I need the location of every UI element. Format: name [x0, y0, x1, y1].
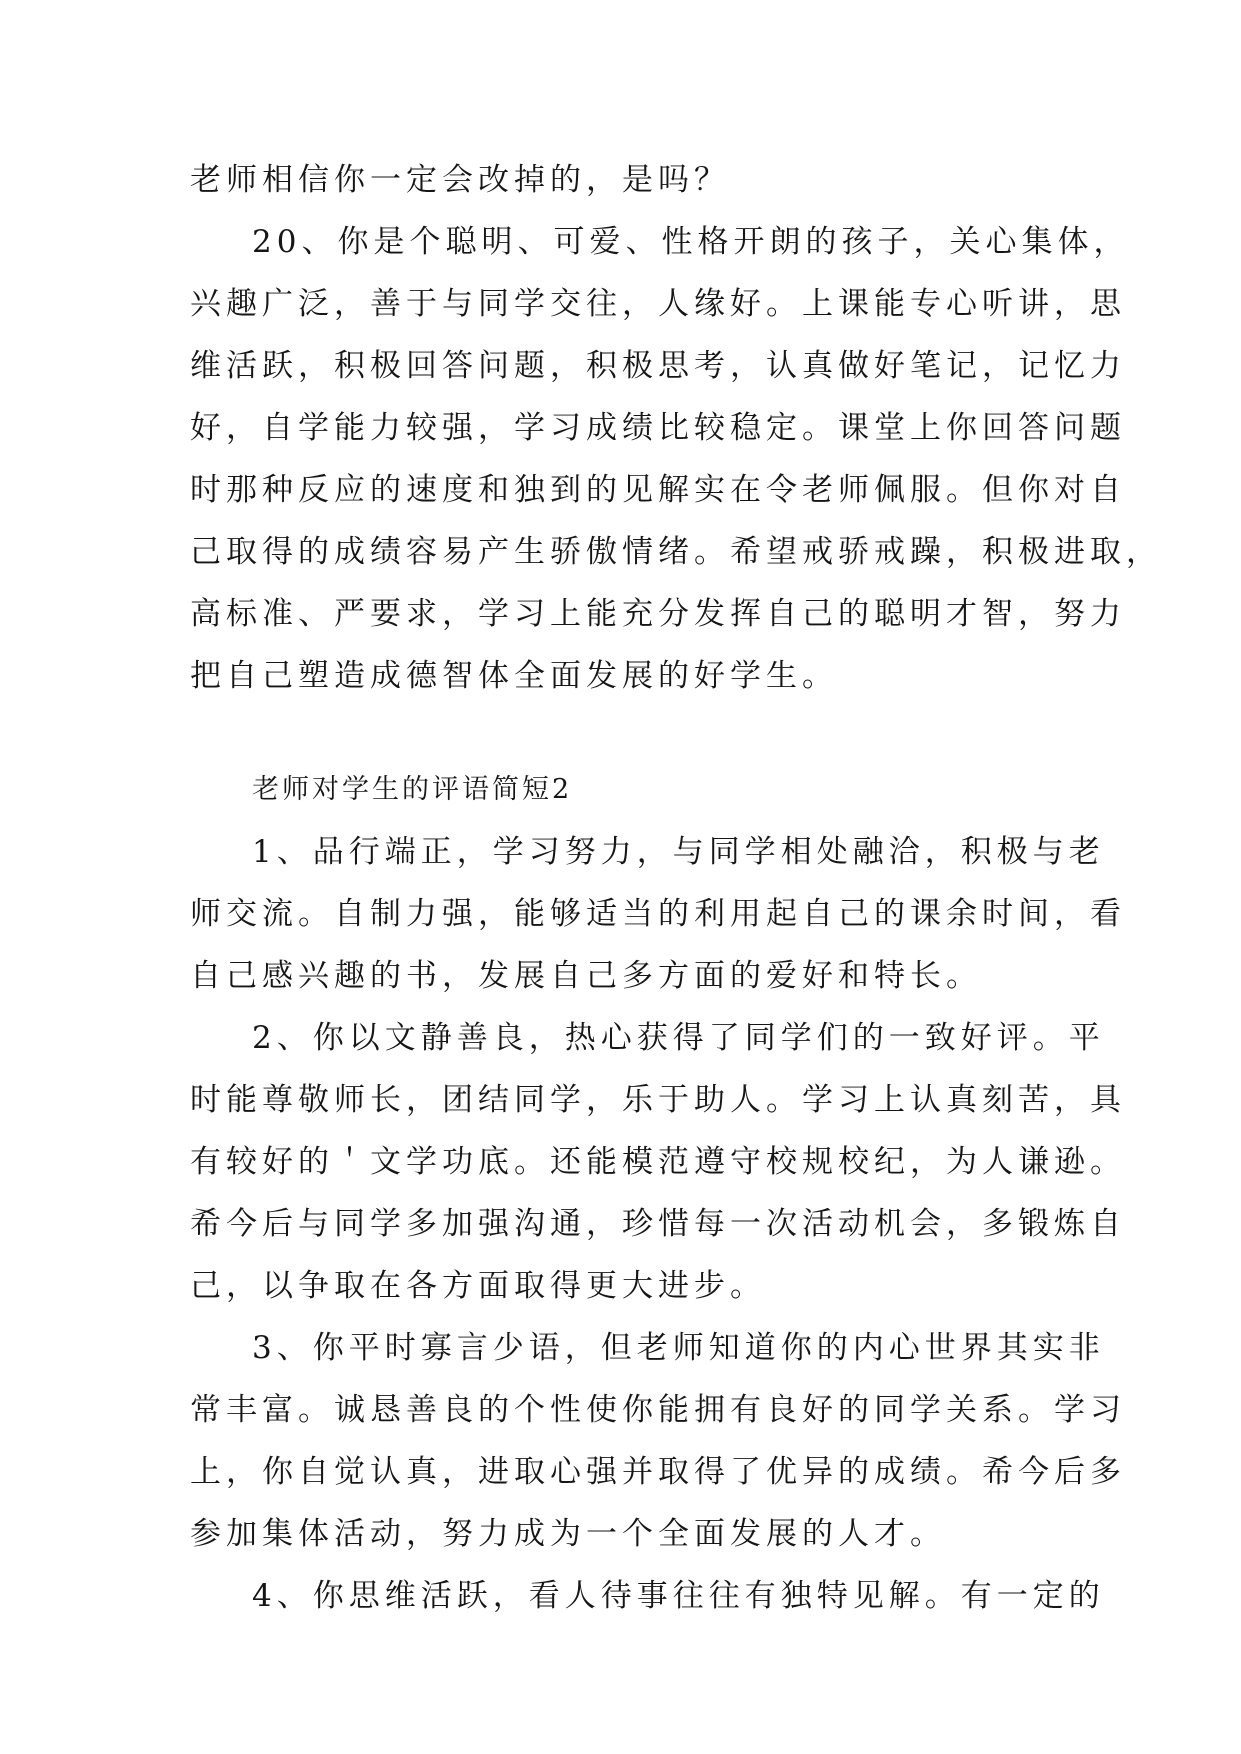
paragraph-line: 己，以争取在各方面取得更大进步。	[190, 1268, 766, 1304]
paragraph-line: 参加集体活动，努力成为一个全面发展的人才。	[190, 1516, 946, 1552]
paragraph-line: 上，你自觉认真，进取心强并取得了优异的成绩。希今后多	[190, 1454, 1126, 1490]
paragraph-line: 2、你以文静善良，热心获得了同学们的一致好评。平	[252, 1020, 1105, 1056]
paragraph-line: 20、你是个聪明、可爱、性格开朗的孩子，关心集体，	[252, 224, 1130, 260]
paragraph-line: 高标准、严要求，学习上能充分发挥自己的聪明才智，努力	[190, 596, 1126, 632]
paragraph-line: 师交流。自制力强，能够适当的利用起自己的课余时间，看	[190, 896, 1126, 932]
paragraph-line: 维活跃，积极回答问题，积极思考，认真做好笔记，记忆力	[190, 348, 1126, 384]
paragraph-line: 常丰富。诚恳善良的个性使你能拥有良好的同学关系。学习	[190, 1392, 1126, 1428]
paragraph-line: 3、你平时寡言少语，但老师知道你的内心世界其实非	[252, 1330, 1105, 1366]
paragraph-line: 自己感兴趣的书，发展自己多方面的爱好和特长。	[190, 958, 982, 994]
paragraph-line: 有较好的＇文学功底。还能模范遵守校规校纪，为人谦逊。	[190, 1144, 1126, 1180]
paragraph-line: 好，自学能力较强，学习成绩比较稳定。课堂上你回答问题	[190, 410, 1126, 446]
paragraph-line: 希今后与同学多加强沟通，珍惜每一次活动机会，多锻炼自	[190, 1206, 1126, 1242]
paragraph-line: 己取得的成绩容易产生骄傲情绪。希望戒骄戒躁，积极进取，	[190, 534, 1162, 570]
paragraph-line: 老师相信你一定会改掉的，是吗？	[190, 162, 730, 198]
paragraph-line: 把自己塑造成德智体全面发展的好学生。	[190, 658, 838, 694]
paragraph-line: 1、品行端正，学习努力，与同学相处融洽，积极与老	[252, 834, 1105, 870]
paragraph-line: 时能尊敬师长，团结同学，乐于助人。学习上认真刻苦，具	[190, 1082, 1126, 1118]
paragraph-line: 时那种反应的速度和独到的见解实在令老师佩服。但你对自	[190, 472, 1126, 508]
paragraph-line: 兴趣广泛，善于与同学交往，人缘好。上课能专心听讲，思	[190, 286, 1126, 322]
paragraph-line: 4、你思维活跃，看人待事往往有独特见解。有一定的	[252, 1578, 1105, 1614]
section-heading: 老师对学生的评语简短2	[252, 774, 573, 805]
